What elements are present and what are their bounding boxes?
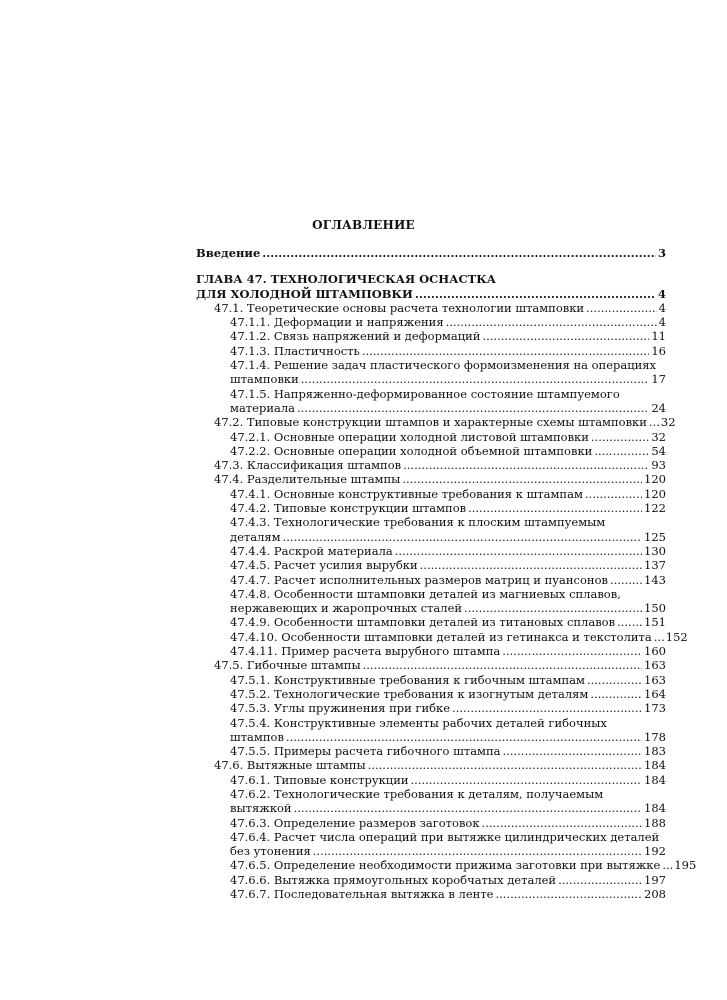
toc-entry-title: 47.4.9. Особенности штамповки деталей из титановых сплавов <box>230 615 616 630</box>
leader-dots <box>496 887 643 901</box>
toc-entry[interactable] <box>196 858 697 873</box>
leader-dots <box>594 444 649 458</box>
toc-page-number: 4 <box>657 286 666 301</box>
leader-dots <box>313 844 642 858</box>
toc-page-number: 173 <box>644 701 666 716</box>
toc-page-number: 152 <box>665 629 688 644</box>
toc-entry[interactable] <box>196 758 666 772</box>
toc-entry[interactable] <box>196 558 666 572</box>
leader-dots <box>482 816 643 830</box>
toc-entry-title: ДЛЯ ХОЛОДНОЙ ШТАМПОВКИ <box>196 286 413 301</box>
toc-entry-title: 47.2. Типовые конструкции штампов и характерные схемы штамповки <box>214 415 647 430</box>
toc-page-number: 192 <box>644 844 666 859</box>
toc-entry-title: 47.6.6. Вытяжка прямоугольных коробчатых деталей <box>230 872 557 887</box>
toc-entry-title: 47.2.2. Основные операции холодной объемной штамповки <box>230 443 593 458</box>
toc-entry-title: штампов <box>230 729 284 744</box>
leader-dots <box>368 758 642 772</box>
toc-page-number: 178 <box>644 729 666 744</box>
leader-dots <box>587 673 642 687</box>
leader-dots <box>617 615 642 629</box>
toc-entry[interactable] <box>196 830 666 859</box>
toc-entry-title: 47.4.11. Пример расчета вырубного штампа <box>230 644 501 659</box>
toc-entry-title: 47.3. Классификация штампов <box>214 458 402 473</box>
leader-dots <box>262 246 656 260</box>
toc-entry-title-line: ГЛАВА 47. ТЕХНОЛОГИЧЕСКАЯ ОСНАСТКА <box>196 272 497 287</box>
toc-entry-title: 47.1.1. Деформации и напряжения <box>230 315 444 330</box>
toc-entry-title: 47.5.2. Технологические требования к изогнутым деталям <box>230 686 589 701</box>
toc-entry[interactable] <box>196 873 666 887</box>
toc-entry-title: 47.4.7. Расчет исполнительных размеров матриц и пуансонов <box>230 572 608 587</box>
toc-entry-title: 47.1.3. Пластичность <box>230 343 360 358</box>
leader-dots <box>468 501 642 515</box>
leader-dots <box>558 873 642 887</box>
leader-dots <box>402 472 642 486</box>
toc-entry-title: 47.6.1. Типовые конструкции <box>230 772 409 787</box>
toc-page-number: 120 <box>644 486 666 501</box>
toc-entry[interactable] <box>196 515 666 544</box>
toc-entry-title: 47.6. Вытяжные штампы <box>214 758 366 773</box>
toc-page-number: 183 <box>644 744 666 759</box>
toc-entry-title: Введение <box>196 246 261 260</box>
leader-dots <box>362 344 650 358</box>
leader-dots <box>586 301 657 315</box>
leader-dots <box>420 558 642 572</box>
toc-entry[interactable] <box>196 246 666 260</box>
leader-dots <box>585 487 642 501</box>
toc-entry[interactable] <box>196 444 666 458</box>
toc-entry[interactable] <box>196 887 666 901</box>
toc-page-number: 150 <box>644 601 666 616</box>
toc-entry-title: 47.5.3. Углы пружинения при гибке <box>230 701 451 716</box>
toc-page-number: 11 <box>651 329 666 344</box>
toc-page-number: 93 <box>651 458 666 473</box>
toc-page-number: 125 <box>644 529 666 544</box>
leader-dots <box>297 401 649 415</box>
toc-page-number: 137 <box>644 558 666 573</box>
toc-entry[interactable] <box>196 430 666 444</box>
leader-dots <box>301 372 650 386</box>
toc-entry[interactable] <box>196 629 688 644</box>
leader-dots <box>363 658 642 672</box>
toc-entry[interactable] <box>196 673 666 687</box>
toc-page-number: 164 <box>644 686 666 701</box>
toc-entry[interactable] <box>196 415 676 430</box>
leader-dots <box>590 687 642 701</box>
toc-entry-title: вытяжкой <box>230 801 292 816</box>
toc-page-number: 163 <box>644 672 666 687</box>
toc-page-number: 32 <box>651 429 666 444</box>
toc-entry-title: 47.6.5. Определение необходимости прижима заготовки при вытяжке <box>230 858 661 873</box>
toc-page-number: 184 <box>644 801 666 816</box>
toc-entry[interactable] <box>196 329 666 343</box>
toc-page-number: 122 <box>644 501 666 516</box>
toc-page-number: 151 <box>644 615 666 630</box>
toc-entry[interactable] <box>196 487 666 501</box>
toc-entry-title: нержавеющих и жаропрочных сталей <box>230 601 463 616</box>
toc-entry[interactable] <box>196 787 666 816</box>
toc-page-number: 188 <box>644 815 666 830</box>
toc-entry[interactable] <box>196 387 666 416</box>
leader-dots <box>662 858 672 872</box>
toc-entry-title: 47.4.2. Типовые конструкции штампов <box>230 501 467 516</box>
toc-page-number: 197 <box>644 872 666 887</box>
leader-dots <box>415 287 656 301</box>
leader-dots <box>452 701 642 715</box>
toc-entry[interactable] <box>196 716 666 745</box>
leader-dots <box>503 744 643 758</box>
toc-entry-title: 47.6.7. Последовательная вытяжка в ленте <box>230 887 494 902</box>
leader-dots <box>446 315 657 329</box>
toc-page-number: 184 <box>644 758 666 773</box>
toc-entry[interactable] <box>196 701 666 715</box>
toc-entry-title: 47.5.1. Конструктивные требования к гибочным штампам <box>230 672 585 687</box>
toc-entry-title-line: 47.1.5. Напряженно-деформированное состояние штампуемого <box>230 386 620 401</box>
toc-page-number: 3 <box>657 246 666 260</box>
leader-dots <box>464 601 642 615</box>
toc-page-number: 163 <box>644 658 666 673</box>
toc-page-number: 17 <box>651 372 666 387</box>
section-gap <box>196 260 666 272</box>
toc-entry[interactable] <box>196 472 666 486</box>
toc-page-number: 4 <box>658 315 666 330</box>
leader-dots <box>591 430 649 444</box>
toc-entry[interactable] <box>196 501 666 515</box>
toc-entry[interactable] <box>196 644 666 658</box>
toc-page-number: 120 <box>644 472 666 487</box>
toc-entry-title: 47.1.2. Связь напряжений и деформаций <box>230 329 481 344</box>
toc-entry-title: деталям <box>230 529 281 544</box>
toc-entry[interactable] <box>196 544 666 558</box>
toc-page-number: 16 <box>651 343 666 358</box>
toc-page-number: 184 <box>644 772 666 787</box>
leader-dots <box>286 730 642 744</box>
toc-entry[interactable] <box>196 272 666 301</box>
leader-dots <box>403 458 649 472</box>
leader-dots <box>482 329 649 343</box>
toc-entry[interactable] <box>196 358 666 387</box>
leader-dots <box>411 773 643 787</box>
toc-entry[interactable] <box>196 344 666 358</box>
leader-dots <box>395 544 642 558</box>
toc-entry-title: 47.4. Разделительные штампы <box>214 472 401 487</box>
toc-entry-title: 47.4.5. Расчет усилия вырубки <box>230 558 418 573</box>
toc-entry[interactable] <box>196 687 666 701</box>
toc-entry[interactable] <box>196 587 666 616</box>
toc-entry-title: 47.2.1. Основные операции холодной листовой штамповки <box>230 429 589 444</box>
toc-entry[interactable] <box>196 773 666 787</box>
toc-page-number: 160 <box>644 644 666 659</box>
toc-entry[interactable] <box>196 615 666 629</box>
toc-entry-title: 47.5.5. Примеры расчета гибочного штампа <box>230 744 501 759</box>
leader-dots <box>283 530 642 544</box>
toc-page-number: 32 <box>660 415 676 430</box>
toc-entry-title: 47.5. Гибочные штампы <box>214 658 361 673</box>
leader-dots <box>654 630 664 644</box>
toc-entry[interactable] <box>196 458 666 472</box>
toc-entry-title-line: 47.5.4. Конструктивные элементы рабочих деталей гибочных <box>230 715 607 730</box>
toc-page-number: 54 <box>651 443 666 458</box>
toc-entry-title: без утонения <box>230 844 311 859</box>
toc-page-number: 130 <box>644 543 666 558</box>
toc-entry-title-line: 47.6.2. Технологические требования к деталям, получаемым <box>230 786 604 801</box>
toc-entry[interactable] <box>196 744 666 758</box>
toc-page-number: 24 <box>651 400 666 415</box>
toc-entry-title: 47.4.1. Основные конструктивные требования к штампам <box>230 486 583 501</box>
toc-entry-title-line: 47.1.4. Решение задач пластического формоизменения на операциях <box>230 358 657 373</box>
toc-page-number: 195 <box>674 858 697 873</box>
leader-dots <box>294 801 642 815</box>
leader-dots <box>649 415 659 429</box>
toc-entry-title: 47.4.10. Особенности штамповки деталей из гетинакса и текстолита <box>230 629 652 644</box>
toc-entry-title: 47.6.3. Определение размеров заготовок <box>230 815 480 830</box>
toc-entry-title-line: 47.4.8. Особенности штамповки деталей из магниевых сплавов, <box>230 586 621 601</box>
table-of-contents <box>196 246 697 902</box>
toc-entry-title: штамповки <box>230 372 299 387</box>
toc-page-number: 143 <box>644 572 666 587</box>
toc-entry[interactable] <box>196 658 666 672</box>
leader-dots <box>502 644 642 658</box>
toc-entry-title: 47.1. Теоретические основы расчета технологии штамповки <box>214 300 585 315</box>
toc-entry-title: 47.4.4. Раскрой материала <box>230 543 393 558</box>
toc-entry[interactable] <box>196 573 666 587</box>
toc-page-number: 4 <box>658 300 666 315</box>
toc-entry-title-line: 47.4.3. Технологические требования к плоским штампуемым <box>230 515 606 530</box>
toc-entry[interactable] <box>196 315 666 329</box>
toc-page-number: 208 <box>644 887 666 902</box>
toc-entry-title-line: 47.6.4. Расчет числа операций при вытяжке цилиндрических деталей <box>230 829 660 844</box>
leader-dots <box>610 573 642 587</box>
toc-entry-title: материала <box>230 400 296 415</box>
page-title: ОГЛАВЛЕНИЕ <box>312 218 415 232</box>
toc-entry[interactable] <box>196 816 666 830</box>
toc-entry[interactable] <box>196 301 666 315</box>
